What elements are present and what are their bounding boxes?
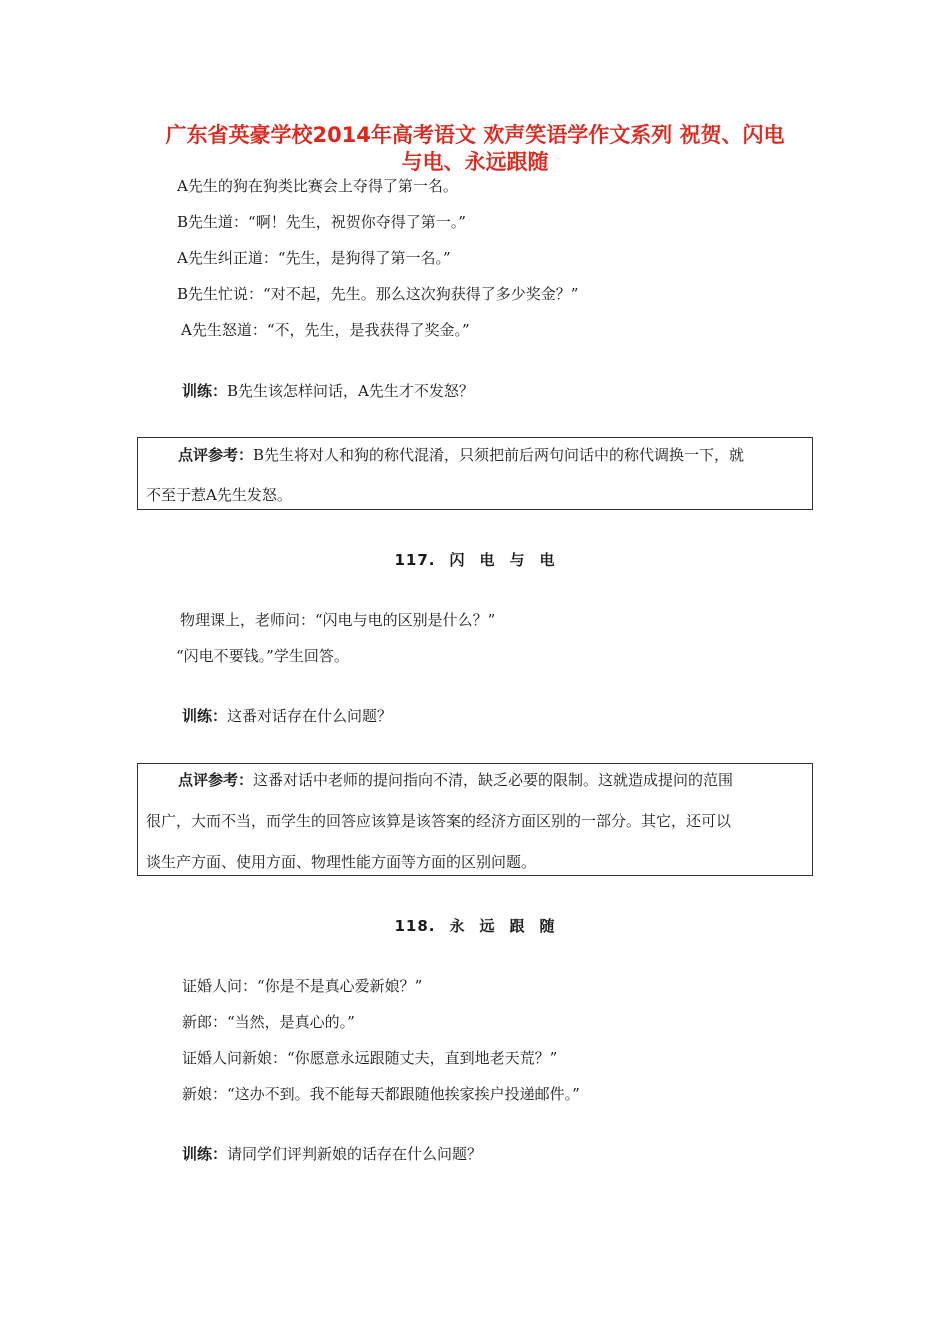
story-line: B先生道：“啊！先生，祝贺你夺得了第一。” xyxy=(177,213,466,231)
section-heading xyxy=(0,549,950,570)
exercise-text: 这番对话存在什么问题？ xyxy=(227,707,393,725)
story-line: 证婚人问新娘：“你愿意永远跟随丈夫，直到地老天荒？” xyxy=(182,1049,558,1067)
exercise-text: 请同学们评判新娘的话存在什么问题？ xyxy=(227,1145,483,1163)
heading-char: 电 xyxy=(539,551,556,569)
heading-char: 永 xyxy=(449,917,466,935)
heading-char: 闪 xyxy=(449,551,466,569)
heading-char: 远 xyxy=(479,917,496,935)
exercise xyxy=(182,706,392,726)
review-text: B先生将对人和狗的称代混淆，只须把前后两句问话中的称代调换一下，就 xyxy=(253,446,745,464)
story-line: A先生怒道：“不，先生，是我获得了奖金。” xyxy=(181,321,470,339)
review-line xyxy=(178,445,744,465)
title-line-2: 与电、永远跟随 xyxy=(401,150,549,174)
review-line: 很广，大而不当，而学生的回答应该算是该答案的经济方面区别的一部分。其它，还可以 xyxy=(146,812,732,830)
story-line: “闪电不要钱。”学生回答。 xyxy=(176,647,349,665)
heading-char: 跟 xyxy=(509,917,526,935)
story-line: A先生纠正道：“先生，是狗得了第一名。” xyxy=(177,249,451,267)
story-line: 新娘：“这办不到。我不能每天都跟随他挨家挨户投递邮件。” xyxy=(182,1085,580,1103)
review-label: 点评参考： xyxy=(178,771,254,789)
section-number: 117. xyxy=(394,551,436,569)
review-box xyxy=(137,437,813,510)
section-number: 118. xyxy=(394,917,436,935)
exercise xyxy=(182,381,474,401)
review-box xyxy=(137,763,813,876)
exercise-text: B先生该怎样问话，A先生才不发怒？ xyxy=(227,382,474,400)
exercise-label: 训练： xyxy=(182,1145,228,1163)
exercise-label: 训练： xyxy=(182,707,228,725)
review-text: 这番对话中老师的提问指向不清，缺乏必要的限制。这就造成提问的范围 xyxy=(253,771,734,789)
review-label: 点评参考： xyxy=(178,446,254,464)
exercise-label: 训练： xyxy=(182,382,228,400)
story-line: 物理课上，老师问：“闪电与电的区别是什么？” xyxy=(180,611,496,629)
story-line: 新郎：“当然，是真心的。” xyxy=(182,1013,355,1031)
exercise xyxy=(182,1144,482,1164)
story-line: 证婚人问：“你是不是真心爱新娘？” xyxy=(182,977,423,995)
review-line: 不至于惹A先生发怒。 xyxy=(146,486,292,504)
review-line: 谈生产方面、使用方面、物理性能方面等方面的区别问题。 xyxy=(146,853,537,871)
section-heading xyxy=(0,915,950,936)
document-title xyxy=(130,122,820,176)
story-line: A先生的狗在狗类比赛会上夺得了第一名。 xyxy=(177,177,458,195)
heading-char: 随 xyxy=(539,917,556,935)
story-line: B先生忙说：“对不起，先生。那么这次狗获得了多少奖金？” xyxy=(177,285,579,303)
heading-char: 与 xyxy=(509,551,526,569)
title-line-1: 广东省英豪学校2014年高考语文 欢声笑语学作文系列 祝贺、闪电 xyxy=(165,123,785,147)
heading-char: 电 xyxy=(479,551,496,569)
review-line xyxy=(178,770,733,790)
